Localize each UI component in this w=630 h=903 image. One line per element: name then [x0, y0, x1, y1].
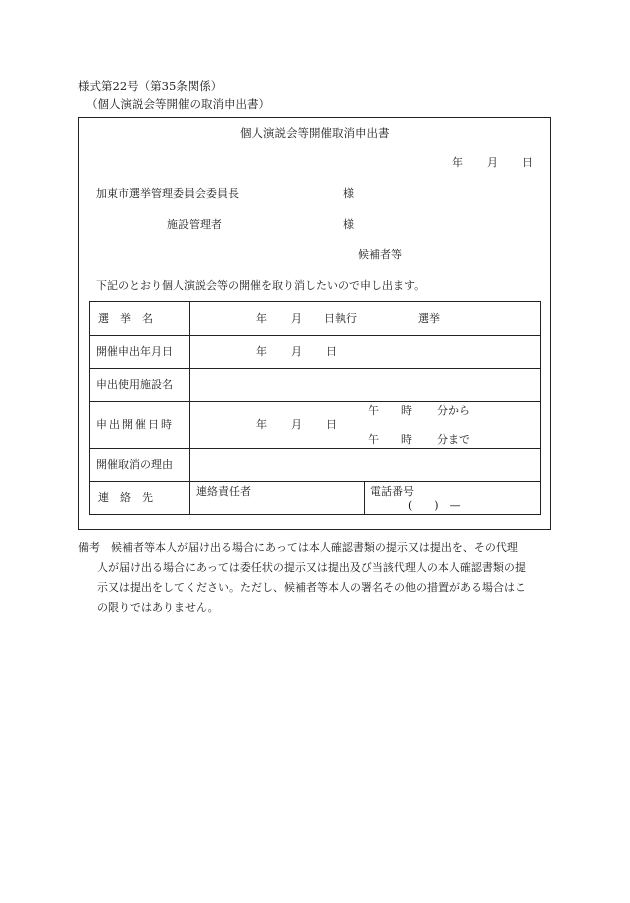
application-date-day[interactable]: 日 [326, 345, 337, 358]
contact-divider [364, 481, 365, 515]
remarks-line: 人が届け出る場合にあっては委任状の提示又は提出及び当該代理人の本人確認書類の提 [97, 561, 526, 574]
datetime-day[interactable]: 日 [326, 418, 337, 431]
addressee-chairman: 加東市選挙管理委員会委員長 [96, 187, 239, 200]
facility-label: 申出使用施設名 [96, 378, 173, 391]
remarks-line: 示又は提出をしてください。ただし、候補者等本人の署名その他の措置がある場合はこ [97, 581, 526, 594]
election-month[interactable]: 月 [291, 312, 302, 325]
table-row-divider [89, 448, 541, 449]
datetime-from-min[interactable]: 分から [437, 404, 470, 417]
addressee-chairman-honorific: 様 [343, 187, 354, 200]
applicant-label: 候補者等 [358, 248, 402, 261]
addressee-facility-manager: 施設管理者 [167, 218, 222, 231]
details-table [89, 301, 541, 515]
phone-format[interactable]: ( ) — [408, 499, 461, 512]
datetime-to-min[interactable]: 分まで [437, 433, 470, 446]
phone-label: 電話番号 [370, 485, 414, 498]
datetime-to-hour[interactable]: 時 [401, 433, 412, 446]
form-subtitle: （個人演説会等開催の取消申出書） [86, 97, 270, 111]
date-year: 年 [452, 156, 463, 169]
table-row-divider [89, 401, 541, 402]
application-date-month[interactable]: 月 [291, 345, 302, 358]
election-year[interactable]: 年 [256, 312, 267, 325]
remarks [78, 538, 553, 618]
form-title: 個人演説会等開催取消申出書 [240, 126, 390, 140]
date-day: 日 [522, 156, 533, 169]
date-month: 月 [487, 156, 498, 169]
datetime-from-hour[interactable]: 時 [401, 404, 412, 417]
table-column-divider [189, 301, 190, 515]
election-suffix[interactable]: 選挙 [418, 312, 440, 325]
contact-label: 連 絡 先 [98, 491, 153, 504]
reason-label: 開催取消の理由 [96, 458, 173, 471]
table-row-divider [89, 481, 541, 482]
datetime-month[interactable]: 月 [291, 418, 302, 431]
datetime-label: 申出開催日時 [96, 418, 174, 431]
datetime-to-noon[interactable]: 午 [368, 433, 379, 446]
statement: 下記のとおり個人演説会等の開催を取り消したいので申し出ます。 [96, 279, 426, 292]
remarks-line: 備考 候補者等本人が届け出る場合にあっては本人確認書類の提示又は提出を、その代理 [78, 541, 518, 554]
remarks-line: の限りではありません。 [97, 601, 219, 614]
table-row-divider [89, 368, 541, 369]
election-label: 選 挙 名 [98, 312, 153, 325]
table-row-divider [89, 335, 541, 336]
datetime-year[interactable]: 年 [256, 418, 267, 431]
datetime-from-noon[interactable]: 午 [368, 404, 379, 417]
form-number: 様式第22号（第35条関係） [78, 79, 223, 93]
election-day-held[interactable]: 日執行 [324, 312, 357, 325]
addressee-facility-manager-honorific: 様 [343, 218, 354, 231]
application-date-label: 開催申出年月日 [96, 345, 173, 358]
contact-person-label: 連絡責任者 [196, 485, 251, 498]
application-date-year[interactable]: 年 [256, 345, 267, 358]
